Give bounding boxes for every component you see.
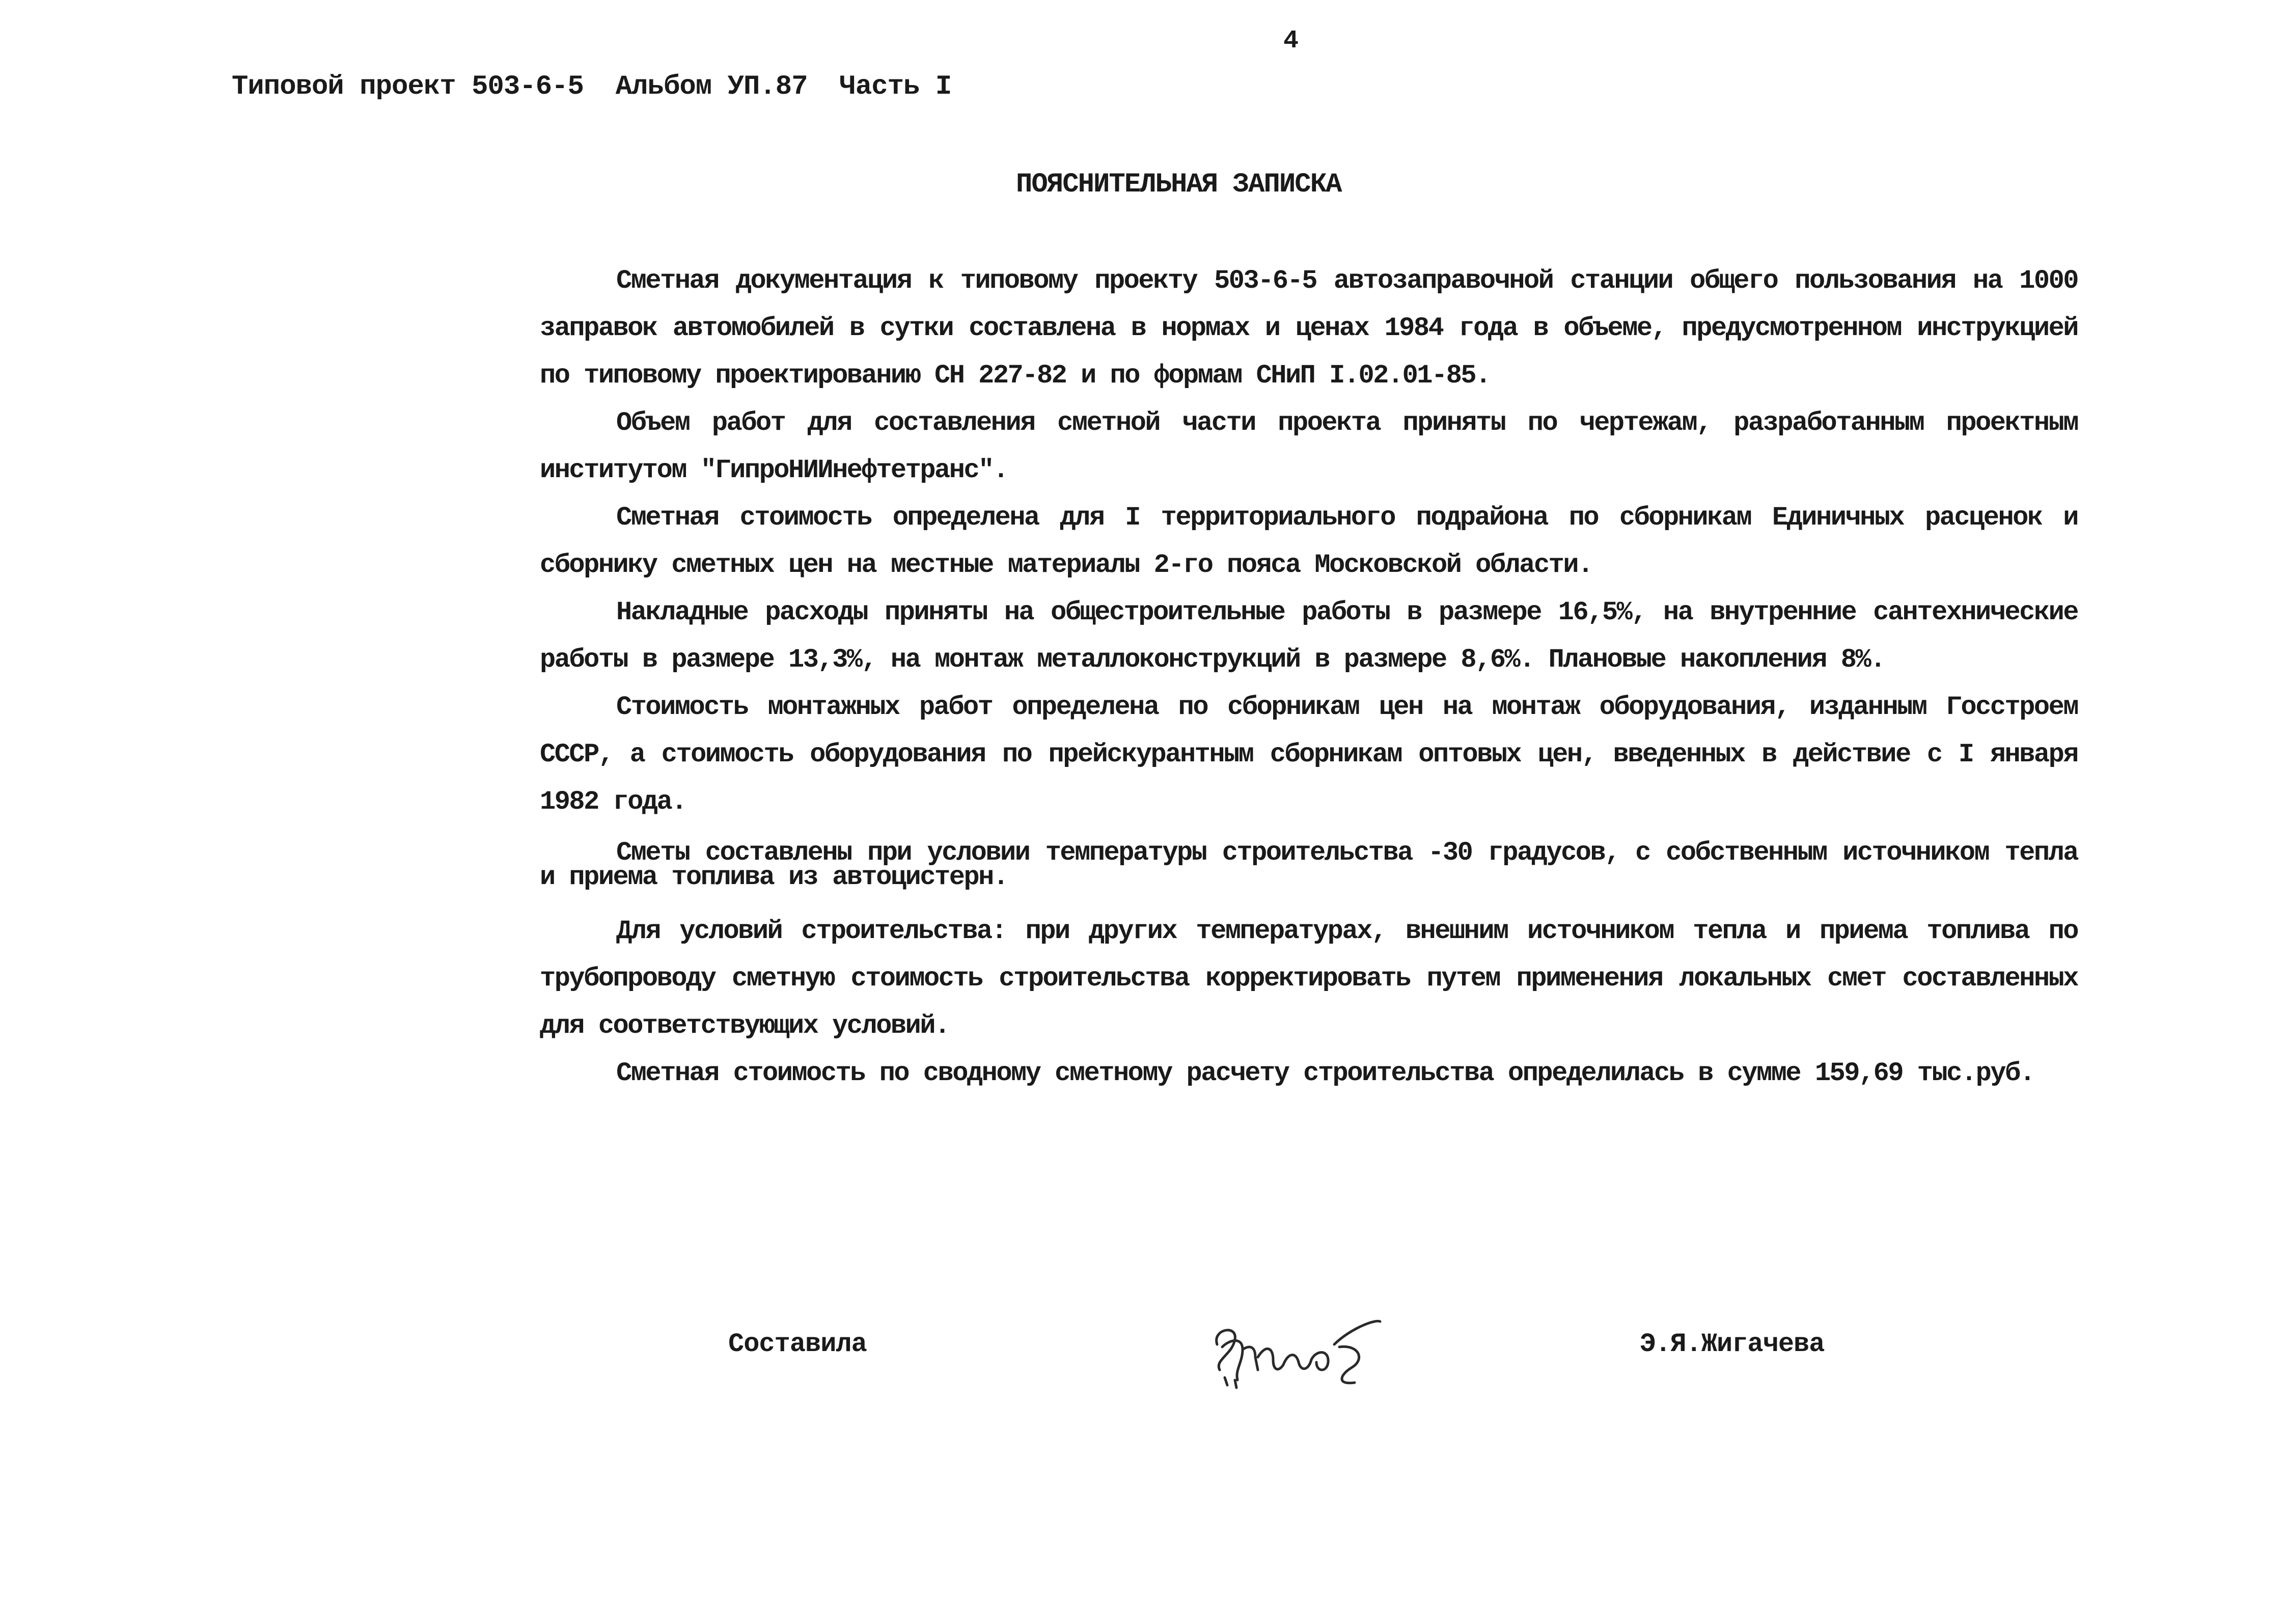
signature-label: Составила [728,1329,867,1359]
paragraph-overheads: Накладные расходы приняты на общестроительные работы в размере 16,5%, на внутренние сантехнические работы в размере 13,3%, на монтаж металлоконструкций в размере 8,6%. Плановые накопления 8%. [540,597,2078,675]
signer-name: Э.Я.Жигачева [1640,1329,1825,1359]
header-album: Альбом УП.87 [615,71,808,102]
paragraph-installation-cost: Стоимость монтажных работ определена по сборникам цен на монтаж оборудования, изданным Госстроем СССР, а стоимость оборудования по прейскурантным сборникам оптовых цен, введенных в действие с I января 1982 года. [540,692,2078,817]
paragraph-other-conditions: Для условий строительства: при других температурах, внешним источником тепла и приема топлива по трубопроводу сметную стоимость строительства корректировать путем применения локальных смет составленных для соответствующих условий. [540,916,2078,1041]
paragraph-temperature: Сметы составлены при условии температуры строительства -30 градусов, с собственным источником тепла и приема топлива из автоцистерн. [540,838,2078,892]
paragraph-total-cost: Сметная стоимость по сводному сметному расчету строительства определилась в сумме 159,69 тыс.руб. [616,1058,2034,1088]
paragraph-cost-region: Сметная стоимость определена для I территориального подрайона по сборникам Единичных расценок и сборнику сметных цен на местные материалы 2-го пояса Московской области. [540,503,2078,580]
page-title: ПОЯСНИТЕЛЬНАЯ ЗАПИСКА [1016,169,1341,200]
paragraph-work-volume: Объем работ для составления сметной части проекта приняты по чертежам, разработанным проектным институтом "ГипроНИИнефтетранс". [540,408,2078,485]
header-project: Типовой проект 503-6-5 [232,71,584,102]
paragraph-estimate-docs: Сметная документация к типовому проекту 503-6-5 автозаправочной станции общего пользования на 1000 заправок автомобилей в сутки составлена в нормах и ценах 1984 года в объеме, предусмотренном инструкцией по типовому проектированию СН 227-82 и по формам СНиП I.02.01-85. [540,266,2078,391]
explanatory-note-body [540,257,2078,1097]
header-part: Часть I [839,71,952,102]
page-number: 4 [1283,26,1300,56]
document-header [232,71,951,102]
handwritten-signature [1207,1309,1390,1395]
